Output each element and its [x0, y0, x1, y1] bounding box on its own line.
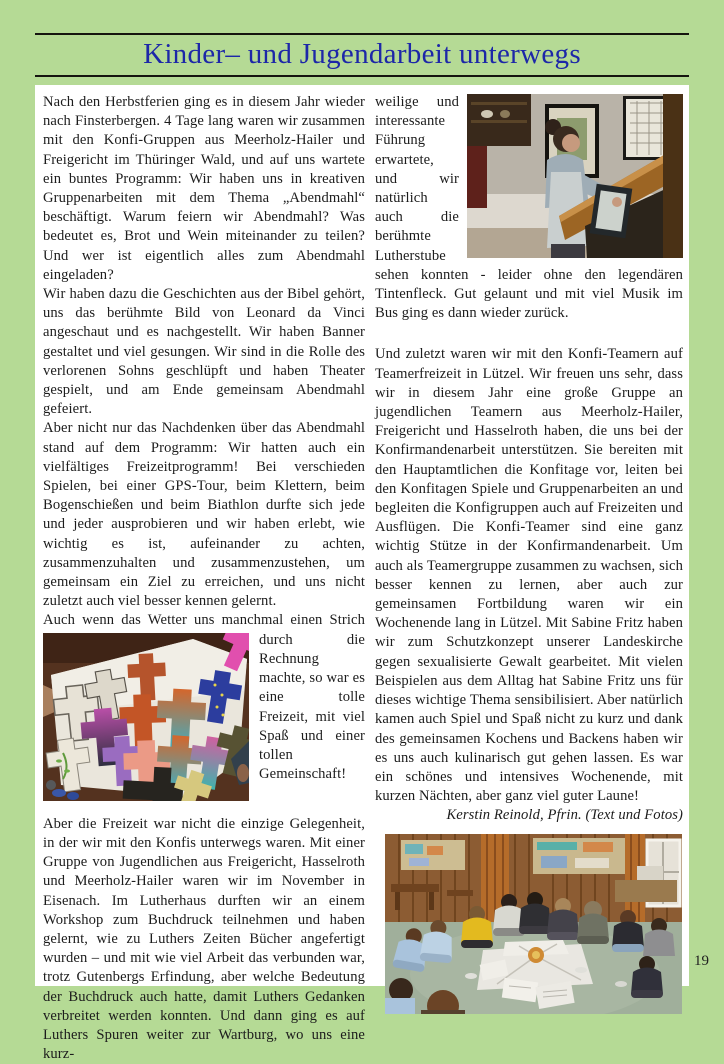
paragraph-spacer-right: [375, 323, 683, 345]
paragraph-lutherstube-rest: leider ohne den legendären Tintenfleck. Gut gelaunt und mit viel Musik im Bus ging es dann wieder zurück.: [375, 266, 683, 322]
paragraph-wetter-wrap: durch die Rechnung machte, so war es eine tolle Freizeit, mit viel Spaß und einer tollen Gemeinschaft!: [259, 631, 365, 783]
photo-crosses-graphic: [43, 633, 249, 801]
paragraph-eisenach: Aber die Freizeit war nicht die einzige Gelegenheit, in der wir mit den Konfis unterwegs waren. Mit einer Gruppe von Jugendlichen aus Freigericht, Hasselroth und Meerholz-Hailer waren wir im November in Eisenach. Im Lutherhaus durften wir an einem Workshop zum Buchdruck teilnehmen und haben gelernt, wie zu Luthers Zeiten Bücher angefertigt wurden – und mit wie viel Arbeit das verbunden war, trotz Gutenbergs Erfindung, aber welche Bedeutung der Buchdruck auch hatte, damit Luthers Gedanken verbreitet werden konnten. Und dann ging es auf Luthers Spuren weiter zur Wartburg, wo uns eine kurz-: [43, 815, 365, 1063]
paragraph-wetter-intro: Auch wenn das Wetter uns manchmal einen Strich: [43, 612, 365, 629]
crosses-photo-block: [43, 611, 365, 802]
paragraph-bibel: Wir haben dazu die Geschichten aus der Bibel gehört, uns das berühmte Bild von Leonard da Vinci angeschaut und es nachgestellt. Wir haben Banner gestaltet und viel gesungen. Wir sind in die Rolle des verlorenen Sohns geschlüpft und haben Theater gespielt, und am Ende gemeinsam Abendmahl gefeiert.: [43, 286, 365, 418]
photo-luther-press: [467, 94, 683, 258]
paragraph-freizeitprogramm: Aber nicht nur das Nachdenken über das Abendmahl stand auf dem Programm: Wir hatten auch ein vielfältiges Freizeitprogramm! Bei verschieden Spielen, bei einer GPS-Tour, beim Klettern, beim Bogenschießen und beim Biathlon durfte sich jede und jeder ausprobieren und wir haben erlebt, wie wichtig es ist, aufeinander zu achten, zusammenzuhalten und zusammenzustehen, um gemeinsam ein Ziel zu erreichen, und uns nicht zuletzt auch viel besser kennen gelernt.: [43, 420, 365, 610]
column-left: [43, 93, 365, 1064]
article-paper: [35, 85, 689, 1063]
photo-luther-press-graphic: [467, 94, 683, 258]
photo-group-circle: [385, 834, 682, 1014]
header-rule-bottom: [35, 75, 689, 77]
press-photo-block: [375, 93, 683, 323]
column-right: [375, 93, 683, 1014]
page-number: 19: [694, 953, 709, 969]
author-attribution: Kerstin Reinold, Pfrin. (Text und Fotos): [446, 807, 683, 824]
paragraph-lutherstube-wrap: weilige und interessante Führung erwartete, und wir natürlich auch die berühmte Lutherstube sehen konnten -: [375, 94, 486, 283]
photo-group-circle-graphic: [385, 834, 682, 1014]
header-rule-top: [35, 33, 689, 35]
photo-crosses: [43, 633, 249, 801]
paragraph-finsterbergen: Nach den Herbstferien ging es in diesem Jahr wieder nach Finsterbergen. 4 Tage lang waren wir zusammen mit den Konfi-Gruppen aus Meerholz-Hailer und Freigericht im Thüringer Wald, und auf uns wartete ein buntes Programm: Wir haben uns in kreativen Gruppenarbeiten mit dem Thema „Abendmahl“ beschäftigt. Warum feiern wir Abendmahl? Was bedeutet es, Brot und Wein miteinander zu teilen? Und wer ist eigentlich alles zum Abendmahl eingeladen?: [43, 94, 365, 283]
paragraph-teamerfreizeit: Und zuletzt waren wir mit den Konfi-Teamern auf Teamerfreizeit in Lützel. Wir freuen uns sehr, dass wir in diesem Jahr eine große Gruppe an jugendlichen Teamern aus Meerholz-Hailer, Freigericht und Hasselroth haben, die uns bei der Konfirmandenarbeit unterstützen. Sie bereiten mit den Hauptamtlichen die Konfitage vor, leiten bei den Konfitagen Spiele und Gruppenarbeiten an und begleiten die Konfigruppen auch auf Freizeiten und Ausflügen. Die Konfi-Teamer sind eine ganz wichtig Stütze in der Konfirmandenarbeit. Um auch als Teamergruppe zusammen zu wachsen, sich besser kennen zu lernen, aber auch zur gemeinsamen Fortbildung waren wir ein Wochenende lang in Lützel. Mit Sabine Fritz haben wir zum Schutzkonzept unserer Landeskirche gegen sexualisierte Gewalt gearbeitet. Mit vielen Beispielen aus dem Alltag hat Sabine Fritz uns für dieses wichtige Thema sensibilisiert. Aber natürlich kamen auch Spiel und Spaß nicht zu kurz und dank des gemeinsamen Kochens und Backens haben wir es uns auch kulinarisch gut gehen lassen. Es war ein schönes und intensives Wochenende, mit kurzen Nächten, aber ganz viel guter Laune!: [375, 346, 683, 805]
page-title: Kinder– und Jugendarbeit unterwegs: [143, 38, 581, 70]
paragraph-spacer-left: [43, 803, 365, 815]
